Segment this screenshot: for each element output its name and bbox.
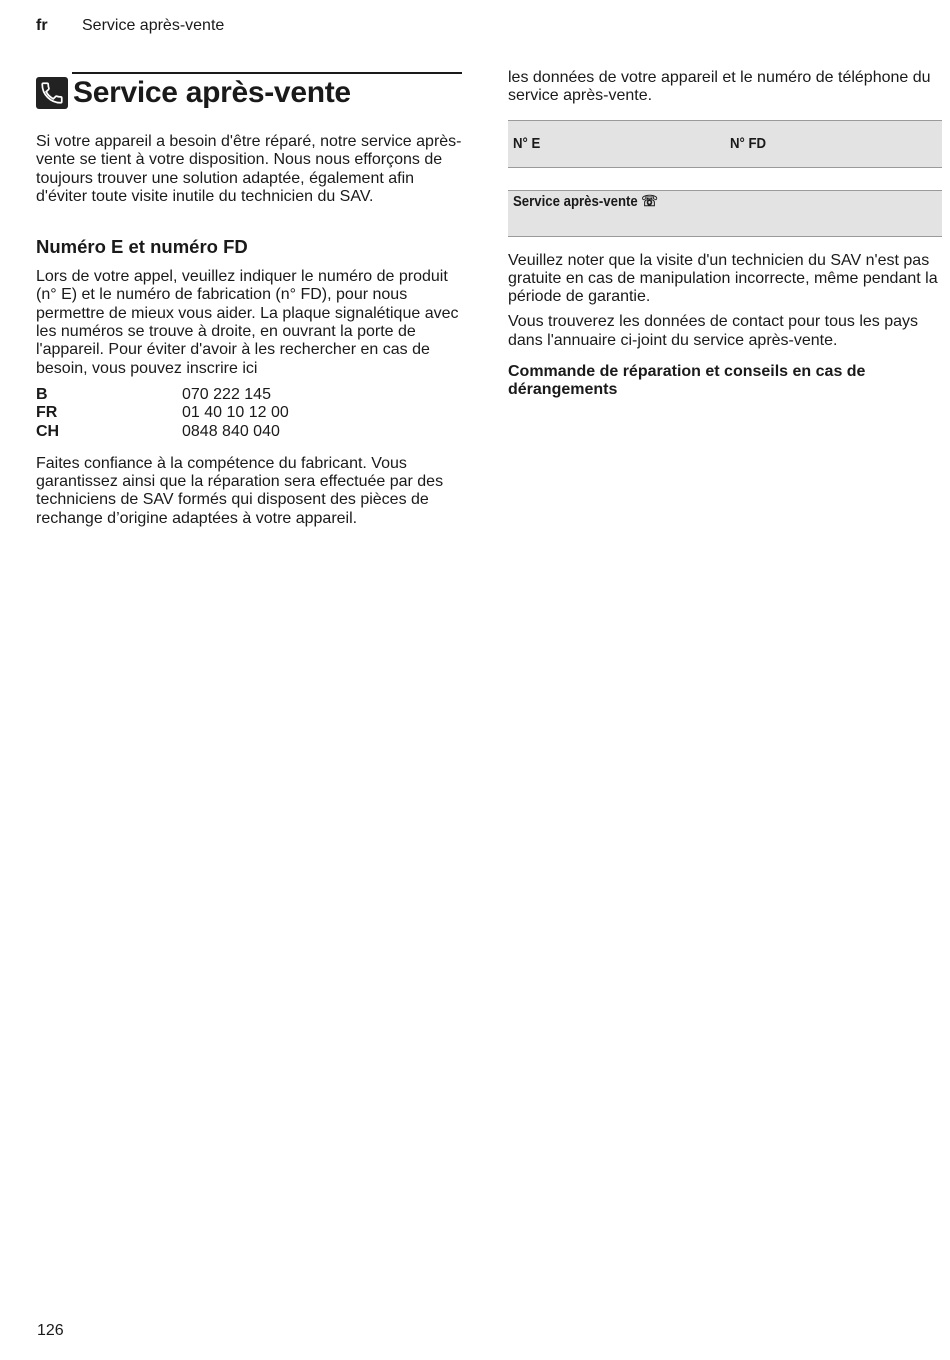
right-column (508, 69, 942, 400)
left-column (36, 72, 462, 528)
phone-country: B (36, 385, 48, 403)
contacts-note-paragraph: Vous trouverez les données de contact pour tous les pays dans l'annuaire ci-joint du service après-vente. (508, 313, 919, 349)
intro-paragraph: Si votre appareil a besoin d'être réparé, notre service après-vente se tient à votre disposition. Nous nous efforçons de toujours trouver une solution adaptée, également afin d'éviter toute visite inutile du technicien du SAV. (36, 133, 462, 205)
phone-handset-icon (36, 77, 68, 109)
section-rule (72, 72, 462, 74)
page-number: 126 (37, 1322, 64, 1339)
service-phone-box (508, 190, 942, 237)
language-code: fr (36, 17, 48, 34)
repair-heading: Commande de réparation et conseils en cas de dérangements (508, 363, 866, 399)
fd-number-label: N° FD (730, 134, 767, 152)
section-heading-row (36, 76, 462, 110)
phone-row (36, 423, 462, 441)
device-numbers-box (508, 120, 942, 168)
phone-number: 01 40 10 12 00 (182, 404, 289, 422)
e-number-label: N° E (513, 134, 541, 152)
phone-number: 0848 840 040 (182, 422, 280, 440)
visit-note-paragraph: Veuillez noter que la visite d'un technicien du SAV n'est pas gratuite en cas de manipulation incorrecte, même pendant la période de garantie. (508, 251, 938, 306)
phone-country: FR (36, 404, 58, 422)
section-heading: Service après-vente (73, 76, 351, 109)
phone-table (36, 386, 462, 441)
phone-row (36, 404, 462, 422)
phone-number: 070 222 145 (182, 385, 271, 403)
service-phone-label: Service après-vente ☏ (513, 192, 658, 210)
phone-row (36, 386, 462, 404)
enumber-heading: Numéro E et numéro FD (36, 236, 248, 258)
enumber-paragraph: Lors de votre appel, veuillez indiquer le numéro de produit (n° E) et le numéro de fabrication (n° FD), pour nous permettre de mieux vous aider. La plaque signalétique avec les numéros se trouve à droite, en ouvrant la porte de l'appareil. Pour éviter d'avoir à les rechercher en cas de besoin, vous pouvez inscrire ici (36, 268, 459, 377)
running-header-title: Service après-vente (82, 17, 225, 34)
enumber-paragraph-continued: les données de votre appareil et le numéro de téléphone du service après-vente. (508, 69, 931, 105)
trust-paragraph: Faites confiance à la compétence du fabricant. Vous garantissez ainsi que la réparation sera effectuée par des techniciens de SAV formés qui disposent des pièces de rechange d’origine adaptées à votre appareil. (36, 454, 444, 527)
phone-country: CH (36, 422, 60, 440)
